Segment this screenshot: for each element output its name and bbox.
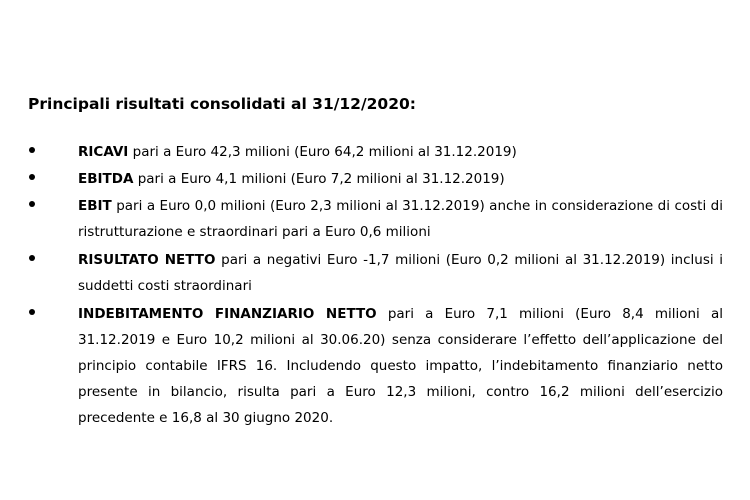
bullet-icon	[29, 147, 35, 153]
list-item-text	[78, 139, 723, 165]
list-item-description: pari a Euro 42,3 milioni (Euro 64,2 milioni al 31.12.2019)	[128, 144, 517, 160]
list-item-description: pari a Euro 0,0 milioni (Euro 2,3 milioni al 31.12.2019) anche in considerazione di costi di ristrutturazione e straordinari pari a Euro 0,6 milioni	[78, 198, 723, 240]
list-item-text	[78, 301, 723, 431]
list-item-description: pari a negativi Euro -1,7 milioni (Euro 0,2 milioni al 31.12.2019) inclusi i suddetti costi straordinari	[78, 252, 723, 294]
bullet-icon	[29, 309, 35, 315]
bullet-icon	[29, 174, 35, 180]
list-item-text	[78, 166, 723, 192]
list-item-term: EBIT	[78, 198, 112, 214]
bullet-icon	[29, 201, 35, 207]
section-heading: Principali risultati consolidati al 31/12/2020:	[28, 95, 416, 113]
list-item-term: RISULTATO NETTO	[78, 252, 216, 268]
bullet-icon	[29, 255, 35, 261]
list-item-term: RICAVI	[78, 144, 129, 160]
list-item-term: INDEBITAMENTO FINANZIARIO NETTO	[78, 306, 377, 322]
list-item-description: pari a Euro 4,1 milioni (Euro 7,2 milioni al 31.12.2019)	[133, 171, 505, 187]
list-item-text	[78, 193, 723, 245]
list-item-description: pari a Euro 7,1 milioni (Euro 8,4 milioni al 31.12.2019 e Euro 10,2 milioni al 30.06.20) senza considerare l’effetto dell’applicazione del principio contabile IFRS 16. Includendo questo impatto, l’indebitamento finanziario netto presente in bilancio, risulta pari a Euro 12,3 milioni, contro 16,2 milioni dell’esercizio precedente e 16,8 al 30 giugno 2020.	[78, 306, 723, 426]
list-item-text	[78, 247, 723, 299]
list-item-term: EBITDA	[78, 171, 134, 187]
